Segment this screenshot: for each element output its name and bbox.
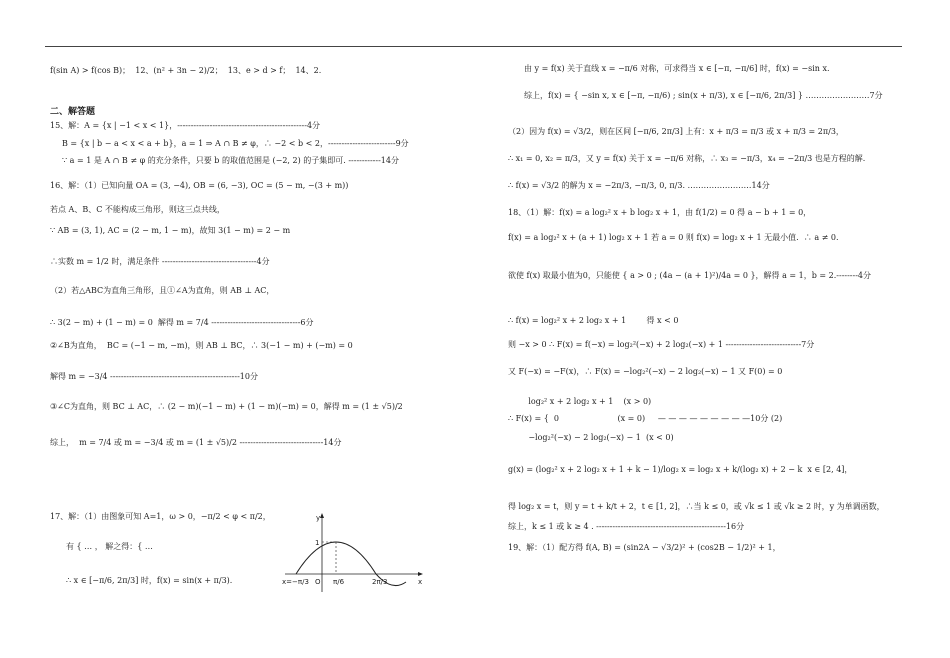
- section-heading: 二、解答题: [50, 107, 96, 117]
- q18-line5: 则 −x > 0 ∴ F(x) = f(−x) = log₂²(−x) + 2 log₂(−x) + 1 ----------------------------7分: [508, 340, 815, 349]
- q16-line9: ③∠C为直角，则 BC ⊥ AC，∴ (2 − m)(−1 − m) + (1 − m)(−m) = 0，解得 m = (1 ± √5)/2: [50, 402, 403, 411]
- q17-line2: 有 { … ， 解之得：{ …: [66, 542, 153, 551]
- q17-line1: 17、解：（1）由图象可知 A=1，ω > 0，−π/2 < φ < π/2，: [50, 512, 271, 521]
- q17-line3: ∴ x ∈ [−π/6, 2π/3] 时，f(x) = sin(x + π/3).: [66, 576, 233, 585]
- q16-line7: ②∠B为直角， BC = (−1 − m, −m)，则 AB ⊥ BC，∴ 3(−1 − m) + (−m) = 0: [50, 341, 353, 350]
- q16-line4: ∴实数 m = 1/2 时，满足条件 -----------------------------------4分: [50, 257, 270, 266]
- q18-line3: 欲使 f(x) 取最小值为0，只能使 { a > 0 ; (4a − (a + 1)²)/4a = 0 }，解得 a = 1，b = 2.--------4分: [508, 271, 871, 280]
- q19-line1: 19、解：（1）配方得 f(A, B) = (sin2A − √3/2)² + (cos2B − 1/2)² + 1，: [508, 543, 781, 552]
- q18-piecewise-3: −log₂²(−x) − 2 log₂(−x) − 1 (x < 0): [508, 433, 674, 442]
- q15-line3: ∵ a = 1 是 A ∩ B ≠ φ 的充分条件，只要 b 的取值范围是 (−2, 2) 的子集即可. ------------14分: [62, 156, 399, 165]
- q16-line10: 综上， m = 7/4 或 m = −3/4 或 m = (1 ± √5)/2 -------------------------------14分: [50, 438, 342, 447]
- y-axis-arrow: [320, 513, 324, 518]
- q17-part2-line1: （2）因为 f(x) = √3/2，则在区间 [−π/6, 2π/3] 上有：x + π/3 = π/3 或 x + π/3 = 2π/3，: [508, 127, 844, 136]
- q17-cont-line2: 综上，f(x) = { −sin x, x ∈ [−π, −π/6) ; sin(x + π/3), x ∈ [−π/6, 2π/3] } ……………………7分: [524, 91, 883, 100]
- left-zero-label: x=−π/3: [282, 578, 309, 586]
- fill-blank-answers: f(sin A) > f(cos B)； 12、(n² + 3n − 2)/2； 13、e > d > f； 14、2.: [50, 66, 322, 75]
- q18-part2-line2: 得 log₂ x = t，则 y = t + k/t + 2，t ∈ [1, 2]，∴当 k ≤ 0，或 √k ≤ 1 或 √k ≥ 2 时，y 为单调函数，: [508, 502, 885, 511]
- y-axis-label: y: [316, 514, 321, 522]
- q15-line1: 15、解：A = {x | −1 < x < 1}，------------------------------------------------4分: [50, 121, 321, 130]
- q16-line8: 解得 m = −3/4 ------------------------------------------------10分: [50, 372, 258, 381]
- q16-line1: 16、解：（1）已知向量 OA = (3, −4), OB = (6, −3), OC = (5 − m, −(3 + m)): [50, 181, 349, 190]
- q16-line2: 若点 A、B、C 不能构成三角形，则这三点共线，: [50, 205, 225, 214]
- origin-label: O: [315, 578, 321, 586]
- q15-line2: B = {x | b − a < x < a + b}，a = 1 ⇒ A ∩ B ≠ φ，∴ −2 < b < 2，-------------------------9分: [62, 139, 409, 148]
- right-zero-label: 2π/3: [372, 578, 388, 586]
- q16-line6: ∴ 3(2 − m) + (1 − m) = 0 解得 m = 7/4 ---------------------------------6分: [50, 318, 314, 327]
- sine-curve: [296, 542, 406, 586]
- q18-line1: 18、（1）解：f(x) = a log₂² x + b log₂ x + 1，由 f(1/2) = 0 得 a − b + 1 = 0，: [508, 208, 812, 217]
- q18-part2-line3: 综上，k ≤ 1 或 k ≥ 4 . ------------------------------------------------16分: [508, 522, 745, 531]
- peak-value-label: 1: [315, 539, 320, 547]
- q17-cont-line1: 由 y = f(x) 关于直线 x = −π/6 对称，可求得当 x ∈ [−π, −π/6] 时，f(x) = −sin x.: [524, 64, 830, 73]
- q18-part2-line1: g(x) = (log₂² x + 2 log₂ x + 1 + k − 1)/log₂ x = log₂ x + k/(log₂ x) + 2 − k x ∈ [2, 4]，: [508, 465, 853, 474]
- q17-part2-line2: ∴ x₁ = 0, x₂ = π/3，又 y = f(x) 关于 x = −π/6 对称，∴ x₃ = −π/3，x₄ = −2π/3 也是方程的解.: [508, 154, 866, 163]
- q16-line5: （2）若△ABC为直角三角形，且①∠A为直角，则 AB ⊥ AC，: [50, 286, 275, 295]
- q18-piecewise-2: ∴ F(x) = { 0 (x = 0) — — — — — — — — —10分 (2): [508, 414, 783, 423]
- q16-line3: ∵ AB = (3, 1), AC = (2 − m, 1 − m)，故知 3(1 − m) = 2 − m: [50, 226, 291, 235]
- q18-line2: f(x) = a log₂² x + (a + 1) log₂ x + 1 若 a = 0 则 f(x) = log₂ x + 1 无最小值. ∴ a ≠ 0.: [508, 233, 839, 242]
- peak-x-label: π/6: [333, 578, 345, 586]
- q18-line6: 又 F(−x) = −F(x)，∴ F(x) = −log₂²(−x) − 2 log₂(−x) − 1 又 F(0) = 0: [508, 367, 783, 376]
- x-axis-arrow: [418, 572, 423, 576]
- q17-part2-line3: ∴ f(x) = √3/2 的解为 x = −2π/3, −π/3, 0, π/3. ……………………14分: [508, 181, 770, 190]
- x-axis-label: x: [418, 578, 423, 586]
- sine-graph-figure: [280, 512, 425, 596]
- header-rule: [45, 46, 902, 47]
- q18-piecewise-1: log₂² x + 2 log₂ x + 1 (x > 0): [508, 397, 652, 406]
- q18-line4: ∴ f(x) = log₂² x + 2 log₂ x + 1 得 x < 0: [508, 316, 679, 325]
